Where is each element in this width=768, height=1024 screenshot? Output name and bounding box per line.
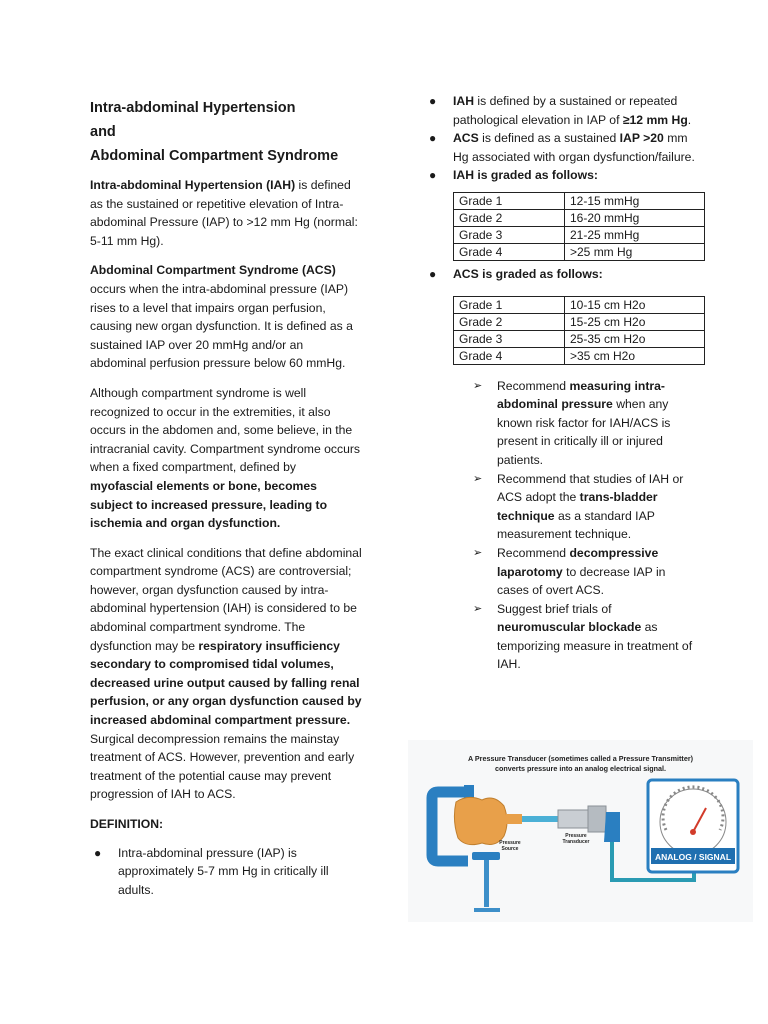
transducer-label-line1: Pressure [565,833,587,839]
figure-caption: A Pressure Transducer (sometimes called a Pressure Transmitter) converts pressure into an analog electrical signal. [467,754,694,773]
table-row [454,209,705,226]
arrow-bullet-icon: ➢ [473,546,483,559]
transducer-connector [604,812,620,842]
transducer-body [558,810,588,828]
definition-list [90,844,362,900]
bulb-icon [454,797,507,844]
bullet-dot-icon: ● [94,845,102,860]
title-line-2: and [90,124,116,140]
recommendations-list [473,377,695,675]
definition-heading: DEFINITION: [90,817,164,831]
iah-bullet: ● IAH is defined by a sustained or repeated pathological elevation in IAP of ≥12 mm Hg. [429,94,692,127]
bulb-neck [506,814,522,824]
arrow-bullet-icon: ➢ [473,472,483,485]
value-cell: 15-25 cm H2o [565,313,705,330]
transducer-nut [588,806,606,832]
grade-cell: Grade 2 [454,313,565,330]
grade-cell: Grade 2 [454,209,565,226]
value-cell: 10-15 cm H2o [565,296,705,313]
acs-grade-table [453,296,705,365]
table-row [454,192,705,209]
table-row [454,313,705,330]
transducer-label-line2: Transducer [562,839,590,845]
iah-grading-bullet: ● IAH is graded as follows: [425,166,695,185]
table-row [454,226,705,243]
grade-cell: Grade 4 [454,347,565,364]
bullet-dot-icon: ● [429,131,437,146]
definitions-bullet-list [425,92,695,185]
title-line-3: Abdominal Compartment Syndrome [90,148,339,164]
table-row [454,243,705,260]
recommendation-item: ➢ Recommend that studies of IAH or ACS adopt the trans-bladder technique as a standard IAP measurement technique. [473,471,684,542]
grade-cell: Grade 3 [454,330,565,347]
grade-cell: Grade 3 [454,226,565,243]
value-cell: 25-35 cm H2o [565,330,705,347]
value-cell: 21-25 mmHg [565,226,705,243]
value-cell: >35 cm H2o [565,347,705,364]
compartment-syndrome-paragraph: Although compartment syndrome is well recognized to occur in the extremities, it also occurs in the abdomen and, some believe, in the intracranial cavity. Compartment syndrome occurs when a fixed compartment, defined by myofascial elements or bone, becomes subject to increased pressure, leading to ischemia and organ dysfunction. [90,385,361,531]
value-cell: 12-15 mmHg [565,192,705,209]
arrow-bullet-icon: ➢ [473,602,483,615]
document-title [90,96,362,168]
recommendation-item: ➢ Suggest brief trials of neuromuscular blockade as temporizing measure in treatment of IAH. [473,601,693,672]
clinical-conditions-paragraph: The exact clinical conditions that define abdominal compartment syndrome (ACS) are controversial; however, organ dysfunction caused by intra-abdominal hypertension (IAH) is considered to be abdominal compartment syndrome. The dysfunction may be respiratory insufficiency secondary to compromised tidal volumes, decreased urine output caused by falling renal perfusion, or any organ dysfunction caused by increased abdominal compartment pressure. Surgical decompression remains the mainstay treatment of ACS. However, prevention and early treatment of the potential cause may prevent progression of IAH to ACS. [90,545,362,802]
acs-bullet: ● ACS is defined as a sustained IAP >20 mm Hg associated with organ dysfunction/failure. [429,131,695,164]
bullet-dot-icon: ● [429,94,437,108]
left-column [90,96,362,899]
grade-cell: Grade 4 [454,243,565,260]
gauge-label: ANALOG / SIGNAL [654,852,732,862]
table-row [454,296,705,313]
bullet-dot-icon: ● [429,168,437,183]
transducer-diagram [408,740,753,922]
iah-definition-paragraph: Intra-abdominal Hypertension (IAH) is defined as the sustained or repetitive elevation of Intra-abdominal Pressure (IAP) to >12 mm Hg (normal: 5-11 mm Hg). [90,178,358,248]
pressure-source-label-line2: Source [501,846,519,852]
table-row [454,347,705,364]
gauge-dial [660,789,726,855]
definition-bullet: ● Intra-abdominal pressure (IAP) is approximately 5-7 mm Hg in critically ill adults. [94,845,329,897]
grade-cell: Grade 1 [454,296,565,313]
value-cell: >25 mm Hg [565,243,705,260]
clamp-screw [484,855,489,907]
clamp-pad [472,852,500,860]
pressure-source-label-line1: Pressure [499,840,521,846]
title-line-1: Intra-abdominal Hypertension [90,100,296,116]
recommendation-item: ➢ Recommend measuring intra-abdominal pressure when any known risk factor for IAH/ACS is present in critically ill or injured patients. [473,378,671,467]
gauge-pivot [690,829,696,835]
acs-grading-list [425,265,695,284]
table-row [454,330,705,347]
value-cell: 16-20 mmHg [565,209,705,226]
right-column [425,92,695,674]
grade-cell: Grade 1 [454,192,565,209]
bullet-dot-icon: ● [429,266,437,281]
recommendation-item: ➢ Recommend decompressive laparotomy to decrease IAP in cases of overt ACS. [473,545,666,598]
arrow-bullet-icon: ➢ [473,379,483,392]
acs-grading-bullet: ● ACS is graded as follows: [425,265,695,284]
acs-definition-paragraph: Abdominal Compartment Syndrome (ACS) occurs when the intra-abdominal pressure (IAP) rises to a level that impairs organ perfusion, causing new organ dysfunction. It is defined as a sustained IAP over 20 mmHg and/or an abdominal perfusion pressure below 60 mmHg. [90,263,353,371]
pressure-transducer-figure [408,740,753,922]
iah-grade-table [453,192,705,261]
